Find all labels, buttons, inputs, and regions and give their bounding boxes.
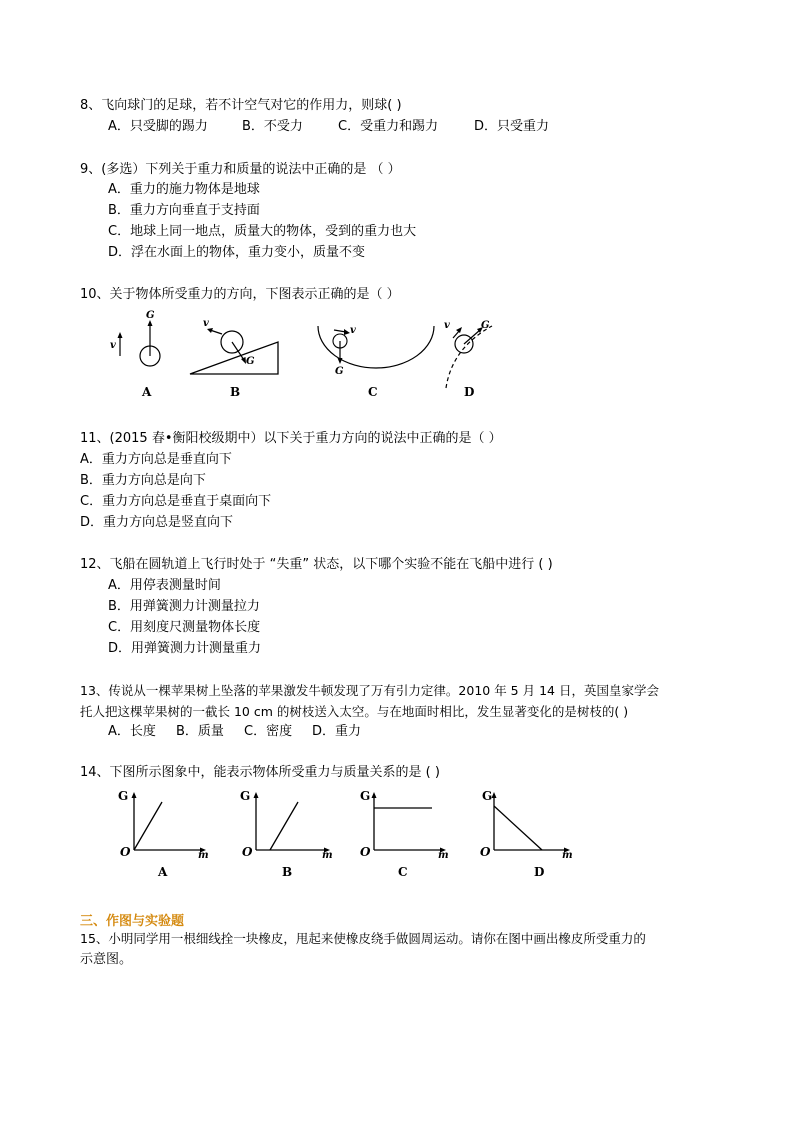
q10-a-gravity-label: G	[146, 310, 155, 321]
q10-stem: 10、关于物体所受重力的方向，下图表示正确的是（ ）	[80, 287, 400, 302]
q14-b-origin: O	[242, 845, 253, 859]
q10-d-velocity-label: v	[444, 320, 450, 331]
q13-option-d: D．重力	[312, 724, 362, 739]
q14-c-x-axis: m	[438, 850, 449, 861]
q14-label-a: A	[158, 865, 168, 879]
q10-b-velocity-label: v	[203, 318, 209, 329]
q14-c-y-axis: G	[360, 789, 371, 803]
q14-a-origin: O	[120, 845, 131, 859]
q14-graph-d	[480, 789, 573, 879]
q14-b-y-axis: G	[240, 789, 251, 803]
q9-option-c: C．地球上同一地点，质量大的物体，受到的重力也大	[108, 224, 417, 239]
q12-option-d: D．用弹簧测力计测量重力	[108, 641, 262, 656]
q14-label-b: B	[282, 865, 293, 879]
q11-stem: 11、(2015 春•衡阳校级期中）以下关于重力方向的说法中正确的是（ ）	[80, 431, 502, 446]
q10-a-velocity-label: v	[110, 340, 116, 351]
q14-d-y-axis: G	[482, 789, 493, 803]
q10-label-b: B	[230, 385, 241, 399]
q10-d-gravity-label: G	[481, 320, 490, 331]
q10-b-gravity-label: G	[246, 356, 255, 367]
q13-option-b: B．质量	[176, 724, 224, 739]
q14-graph-c	[360, 789, 449, 879]
q14-d-origin: O	[480, 845, 491, 859]
q15-stem-line2: 示意图。	[80, 952, 133, 967]
q13-option-c: C．密度	[244, 724, 293, 739]
q10-c-gravity-label: G	[335, 366, 344, 377]
q8-option-a: A．只受脚的踢力	[108, 119, 208, 134]
q9-option-b: B．重力方向垂直于支持面	[108, 203, 260, 218]
q10-diagram-a	[110, 310, 160, 399]
q15-stem-line1: 15、小明同学用一根细线拴一块橡皮，甩起来使橡皮绕手做圆周运动。请你在图中画出橡皮所受重力的	[80, 931, 646, 946]
q11-option-a: A．重力方向总是垂直向下	[80, 452, 232, 467]
q8-option-c: C．受重力和踢力	[338, 119, 439, 134]
q14-a-y-axis: G	[118, 789, 129, 803]
q8-option-d: D．只受重力	[474, 119, 550, 134]
q10-diagram-b	[190, 318, 278, 399]
q14-c-origin: O	[360, 845, 371, 859]
q14-figure	[110, 786, 580, 882]
q10-c-velocity-label: v	[350, 325, 356, 336]
q13-option-a: A．长度	[108, 724, 156, 739]
q14-b-x-axis: m	[322, 850, 333, 861]
q13-stem-line1: 13、传说从一棵苹果树上坠落的苹果激发牛顿发现了万有引力定律。2010 年 5 月 14 日，英国皇家学会	[80, 683, 659, 698]
q11-option-d: D．重力方向总是竖直向下	[80, 515, 234, 530]
q10-label-c: C	[368, 385, 378, 399]
q13-options	[108, 723, 361, 741]
q12-option-b: B．用弹簧测力计测量拉力	[108, 599, 260, 614]
q10-label-d: D	[464, 385, 475, 399]
q8-stem: 8、飞向球门的足球，若不计空气对它的作用力，则球( )	[80, 98, 402, 113]
q14-a-x-axis: m	[198, 850, 209, 861]
q14-stem: 14、下图所示图象中，能表示物体所受重力与质量关系的是 ( )	[80, 765, 440, 780]
q14-label-c: C	[398, 865, 408, 879]
q14-d-x-axis: m	[562, 850, 573, 861]
q10-label-a: A	[142, 385, 152, 399]
q8-options	[108, 118, 549, 136]
q14-graph-b	[240, 789, 333, 879]
q11-option-b: B．重力方向总是向下	[80, 473, 206, 488]
q11-option-c: C．重力方向总是垂直于桌面向下	[80, 494, 272, 509]
q10-diagram-c	[318, 325, 434, 399]
q14-graph-a	[118, 789, 209, 879]
q12-stem: 12、飞船在圆轨道上飞行时处于 “失重” 状态，以下哪个实验不能在飞船中进行 ( )	[80, 557, 553, 572]
q12-option-c: C．用刻度尺测量物体长度	[108, 620, 261, 635]
q9-option-d: D．浮在水面上的物体，重力变小，质量不变	[108, 245, 366, 260]
q10-figure	[100, 308, 520, 404]
q13-stem-line2: 托人把这棵苹果树的一截长 10 cm 的树枝送入太空。与在地面时相比，发生显著变化的是树枝的( )	[80, 704, 629, 719]
q9-option-a: A．重力的施力物体是地球	[108, 182, 260, 197]
q8-option-b: B．不受力	[242, 119, 303, 134]
section-heading: 三、作图与实验题	[80, 914, 185, 929]
q10-diagram-d	[444, 320, 492, 399]
q14-label-d: D	[534, 865, 545, 879]
q9-stem: 9、(多选）下列关于重力和质量的说法中正确的是 （ ）	[80, 162, 401, 177]
q12-option-a: A．用停表测量时间	[108, 578, 221, 593]
